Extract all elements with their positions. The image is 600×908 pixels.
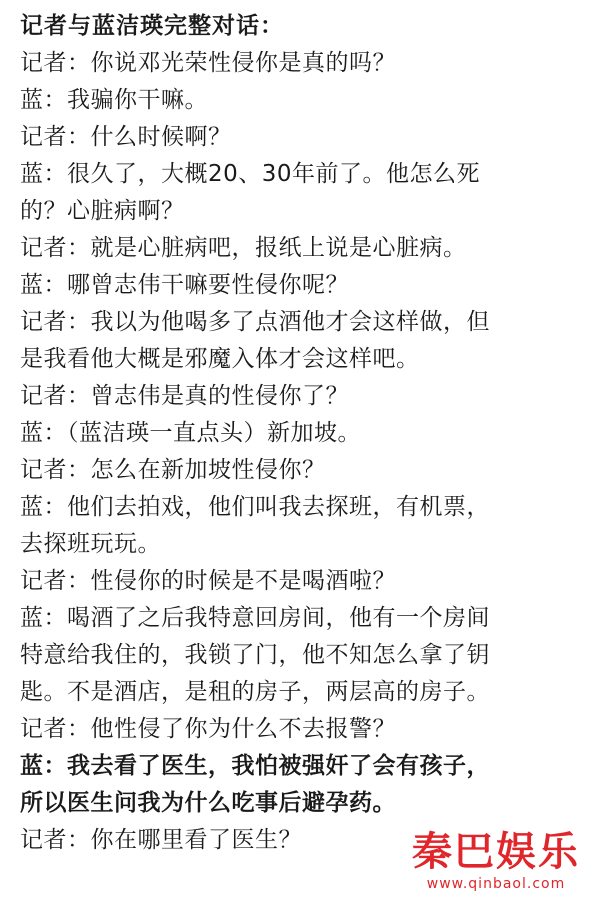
dialogue-line: 蓝：喝酒了之后我特意回房间，他有一个房间 [20, 605, 490, 631]
dialogue-line: 蓝：哪曾志伟干嘛要性侵你呢？ [20, 272, 349, 298]
dialogue-line-bold: 蓝：我去看了医生，我怕被强奸了会有孩子， [20, 753, 490, 779]
dialogue-line: 记者：他性侵了你为什么不去报警？ [20, 716, 396, 742]
dialogue-line: 的？心脏病啊？ [20, 198, 185, 224]
dialogue-line: 记者：什么时候啊？ [20, 124, 232, 150]
dialogue-line: 蓝：很久了，大概20、30年前了。他怎么死 [20, 161, 481, 187]
dialogue-line: 匙。不是酒店，是租的房子，两层高的房子。 [20, 679, 490, 705]
dialogue-line: 记者：怎么在新加坡性侵你？ [20, 457, 326, 483]
dialogue-line: 蓝：我骗你干嘛。 [20, 87, 208, 113]
dialogue-line: 记者：性侵你的时候是不是喝酒啦？ [20, 568, 396, 594]
site-watermark [406, 828, 586, 904]
dialogue-line: 特意给我住的，我锁了门，他不知怎么拿了钥 [20, 642, 490, 668]
dialogue-line: 是我看他大概是邪魔入体才会这样吧。 [20, 346, 420, 372]
dialogue-line: 蓝：他们去拍戏，他们叫我去探班，有机票， [20, 494, 490, 520]
document-title: 记者与蓝洁瑛完整对话： [20, 13, 284, 39]
dialogue-line: 蓝：（蓝洁瑛一直点头）新加坡。 [20, 420, 361, 446]
dialogue-line: 记者：你说邓光荣性侵你是真的吗？ [20, 50, 396, 76]
watermark-brand: 秦巴娱乐 [412, 829, 580, 875]
dialogue-line-bold: 所以医生问我为什么吃事后避孕药。 [20, 790, 396, 816]
dialogue-line: 记者：你在哪里看了医生？ [20, 827, 302, 853]
dialogue-line: 记者：我以为他喝多了点酒他才会这样做，但 [20, 309, 490, 335]
dialogue-line: 记者：曾志伟是真的性侵你了？ [20, 383, 349, 409]
dialogue-line: 记者：就是心脏病吧，报纸上说是心脏病。 [20, 235, 467, 261]
watermark-url: www.qinbaol.com [426, 876, 566, 892]
dialogue-line: 去探班玩玩。 [20, 531, 161, 557]
